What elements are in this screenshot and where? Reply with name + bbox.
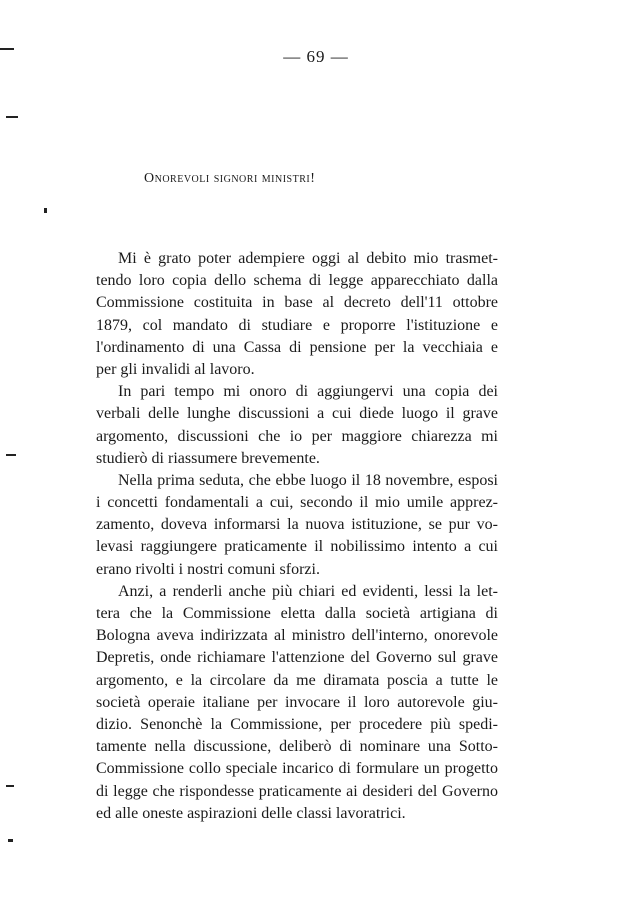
scan-margin-mark xyxy=(44,208,47,213)
text-line: Anzi, a renderli anche più chiari ed evidenti, lessi la let- xyxy=(118,582,498,600)
text-line: zamento, doveva informarsi la nuova istituzione, se pur vo- xyxy=(96,516,498,534)
salutation-heading: Onorevoli signori ministri! xyxy=(144,171,316,186)
text-line: Mi è grato poter adempiere oggi al debito mio trasmet- xyxy=(118,250,498,267)
text-line: argomento, e la circolare da me diramata poscia a tutte le xyxy=(96,671,498,689)
paragraph xyxy=(96,470,498,581)
body-text xyxy=(96,248,498,825)
text-line: Commissione costituita in base al decreto dell'11 ottobre xyxy=(96,294,498,312)
text-line: In pari tempo mi onoro di aggiungervi una copia dei xyxy=(118,383,498,401)
text-line: argomento, discussioni che io per maggiore chiarezza mi xyxy=(96,427,498,445)
text-line: società operaie italiane per invocare il loro autorevole giu- xyxy=(96,693,498,711)
text-line: i concetti fondamentali a cui, secondo il mio umile apprez- xyxy=(96,494,498,512)
scan-margin-mark xyxy=(8,839,13,842)
text-line: verbali delle lunghe discussioni a cui diede luogo il grave xyxy=(96,405,498,423)
text-line: 1879, col mandato di studiare e proporre l'istituzione e xyxy=(96,316,498,334)
scan-margin-mark xyxy=(6,454,16,456)
paragraph xyxy=(96,381,498,470)
text-line: tera che la Commissione eletta dalla società artigiana di xyxy=(96,605,498,622)
text-line: l'ordinamento di una Cassa di pensione per la vecchiaia e xyxy=(96,338,498,356)
text-line: dizio. Senonchè la Commissione, per procedere più spedi- xyxy=(96,715,498,733)
text-line: levasi raggiungere praticamente il nobilissimo intento a cui xyxy=(96,538,498,556)
paragraph xyxy=(96,248,498,381)
text-line: tamente nella discussione, deliberò di nominare una Sotto- xyxy=(96,738,498,756)
text-line: ed alle oneste aspirazioni delle classi lavoratrici. xyxy=(96,804,406,822)
paragraph xyxy=(96,581,498,825)
text-line: tendo loro copia dello schema di legge apparecchiato dalla xyxy=(96,272,498,290)
text-line: per gli invalidi al lavoro. xyxy=(96,360,255,378)
text-line: Bologna aveva indirizzata al ministro dell'interno, onorevole xyxy=(96,627,498,645)
scan-margin-mark xyxy=(6,785,14,787)
text-line: studierò di riassumere brevemente. xyxy=(96,449,320,467)
page-number: — 69 — xyxy=(283,47,349,66)
scan-margin-mark xyxy=(6,116,18,118)
text-line: Nella prima seduta, che ebbe luogo il 18 novembre, esposi xyxy=(118,471,498,489)
text-line: Depretis, onde richiamare l'attenzione del Governo sul grave xyxy=(96,649,498,667)
text-line: Commissione collo speciale incarico di formulare un progetto xyxy=(96,760,498,778)
text-line: di legge che rispondesse praticamente ai desideri del Governo xyxy=(96,782,498,800)
text-line: erano rivolti i nostri comuni sforzi. xyxy=(96,560,320,578)
